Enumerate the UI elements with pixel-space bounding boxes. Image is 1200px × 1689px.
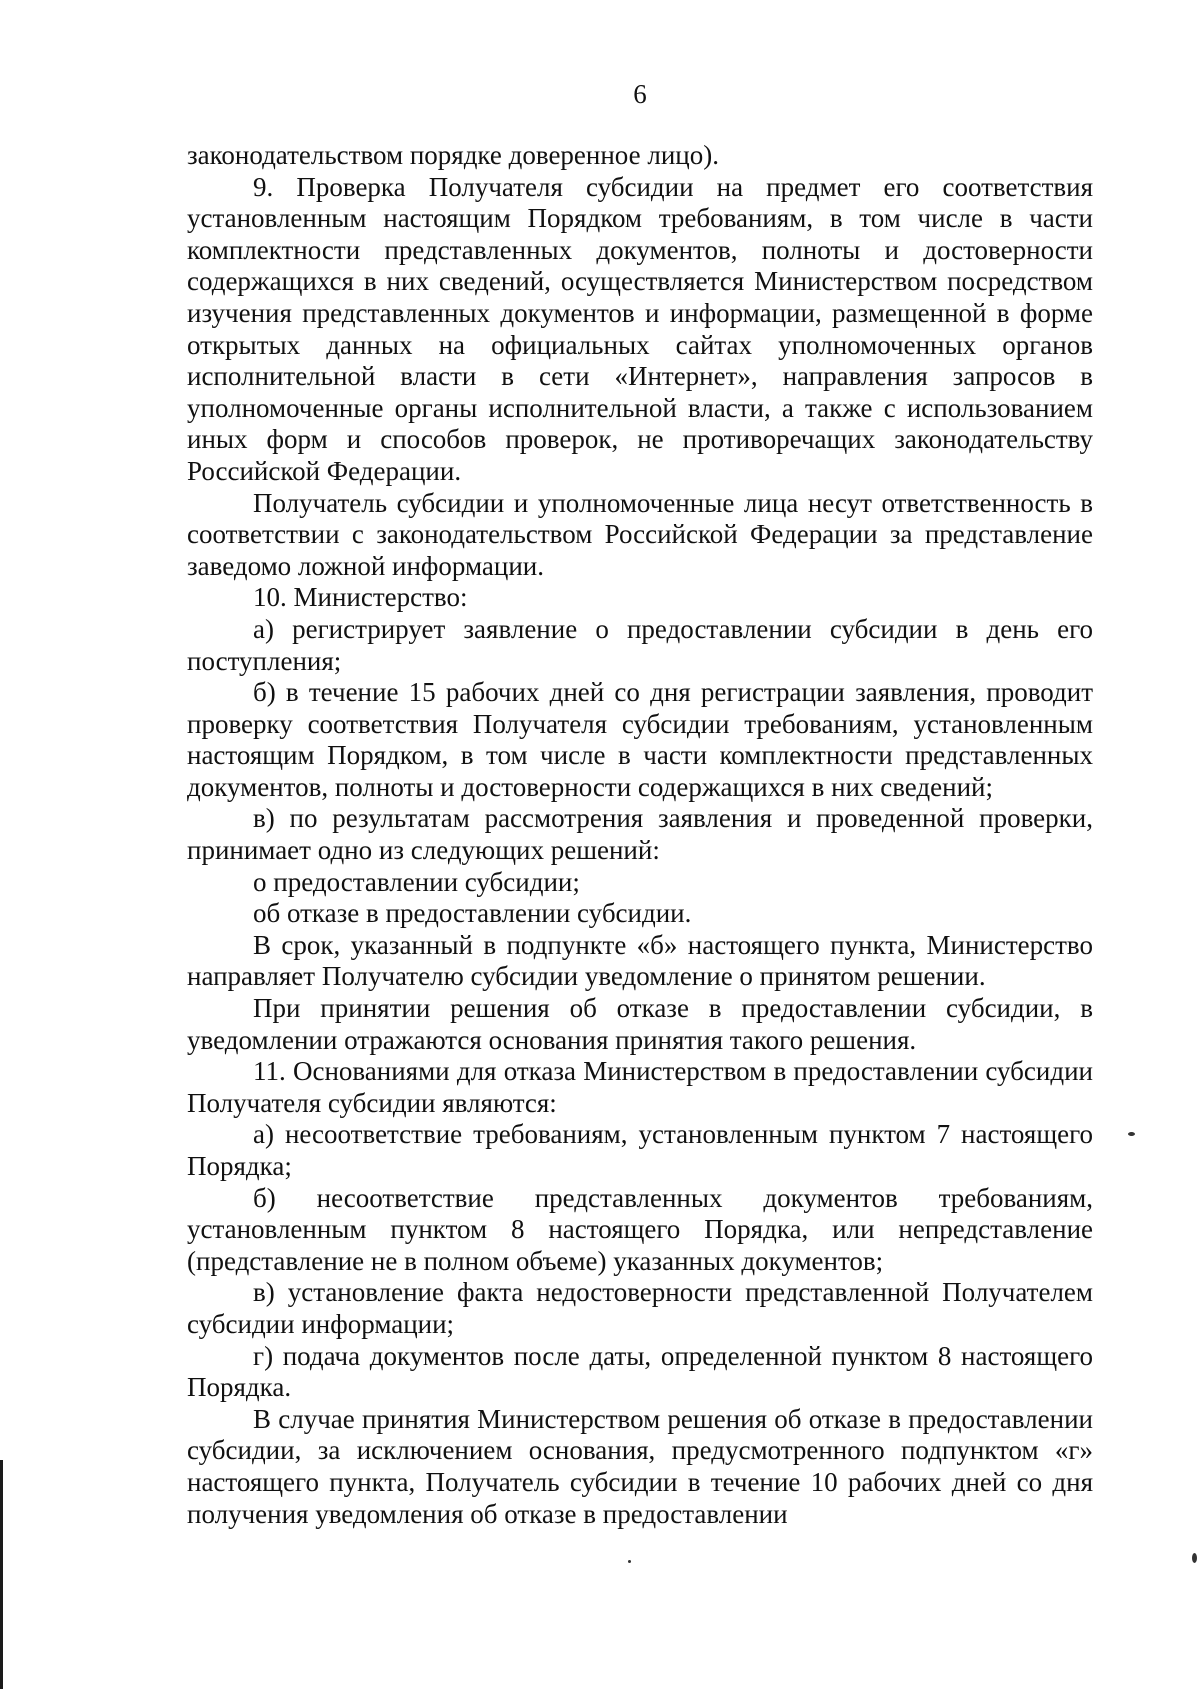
paragraph: 9. Проверка Получателя субсидии на предмет его соответствия установленным настоящим Порядком требованиям, в том числе в части комплектности представленных документов, полноты и достоверности содержащихся в них сведений, осуществляется Министерством посредством изучения представленных документов и информации, размещенной в форме открытых данных на официальных сайтах уполномоченных органов исполнительной власти в сети «Интернет», направления запросов в уполномоченные органы исполнительной власти, а также с использованием иных форм и способов проверок, не противоречащих законодательству Российской Федерации. — [187, 171, 1093, 486]
scan-edge-mark — [0, 1460, 3, 1689]
page-number: 6 — [633, 79, 647, 109]
paragraph: Получатель субсидии и уполномоченные лица несут ответственность в соответствии с законодательством Российской Федерации за представление заведомо ложной информации. — [187, 487, 1093, 581]
body-text — [187, 140, 1093, 1530]
paragraph: В срок, указанный в подпункте «б» настоящего пункта, Министерство направляет Получателю субсидии уведомление о принятом решении. — [187, 929, 1093, 992]
paragraph: законодательством порядке доверенное лицо). — [187, 140, 719, 170]
paragraph: 11. Основаниями для отказа Министерством в предоставлении субсидии Получателя субсидии являются: — [187, 1056, 1093, 1118]
paragraph: б) в течение 15 рабочих дней со дня регистрации заявления, проводит проверку соответствия Получателя субсидии требованиям, установленным настоящим Порядком, в том числе в части комплектности представленных документов, полноты и достоверности содержащихся в них сведений; — [187, 677, 1093, 802]
paragraph: в) по результатам рассмотрения заявления и проведенной проверки, принимает одно из следующих решений: — [187, 803, 1093, 866]
paragraph: При принятии решения об отказе в предоставлении субсидии, в уведомлении отражаются основания принятия такого решения. — [187, 993, 1093, 1055]
paragraph: В случае принятия Министерством решения об отказе в предоставлении субсидии, за исключением основания, предусмотренного подпунктом «г» настоящего пункта, Получатель субсидии в течение 10 рабочих дней со дня получения уведомления об отказе в предоставлении — [187, 1403, 1093, 1529]
paragraph: г) подача документов после даты, определенной пунктом 8 настоящего Порядка. — [187, 1340, 1093, 1403]
scan-speck — [1192, 1553, 1197, 1563]
scan-speck — [628, 1560, 631, 1563]
paragraph: в) установление факта недостоверности представленной Получателем субсидии информации; — [187, 1277, 1093, 1339]
paragraph: о предоставлении субсидии; — [253, 866, 580, 897]
paragraph: а) несоответствие требованиям, установленным пунктом 7 настоящего Порядка; — [187, 1119, 1093, 1181]
scan-speck — [1128, 1132, 1135, 1136]
paragraph: а) регистрирует заявление о предоставлении субсидии в день его поступления; — [187, 613, 1093, 676]
paragraph: 10. Министерство: — [253, 582, 468, 613]
paragraph: б) несоответствие представленных документов требованиям, установленным пунктом 8 настоящего Порядка, или непредставление (представление не в полном объеме) указанных документов; — [187, 1182, 1093, 1276]
paragraph: об отказе в предоставлении субсидии. — [253, 898, 692, 929]
